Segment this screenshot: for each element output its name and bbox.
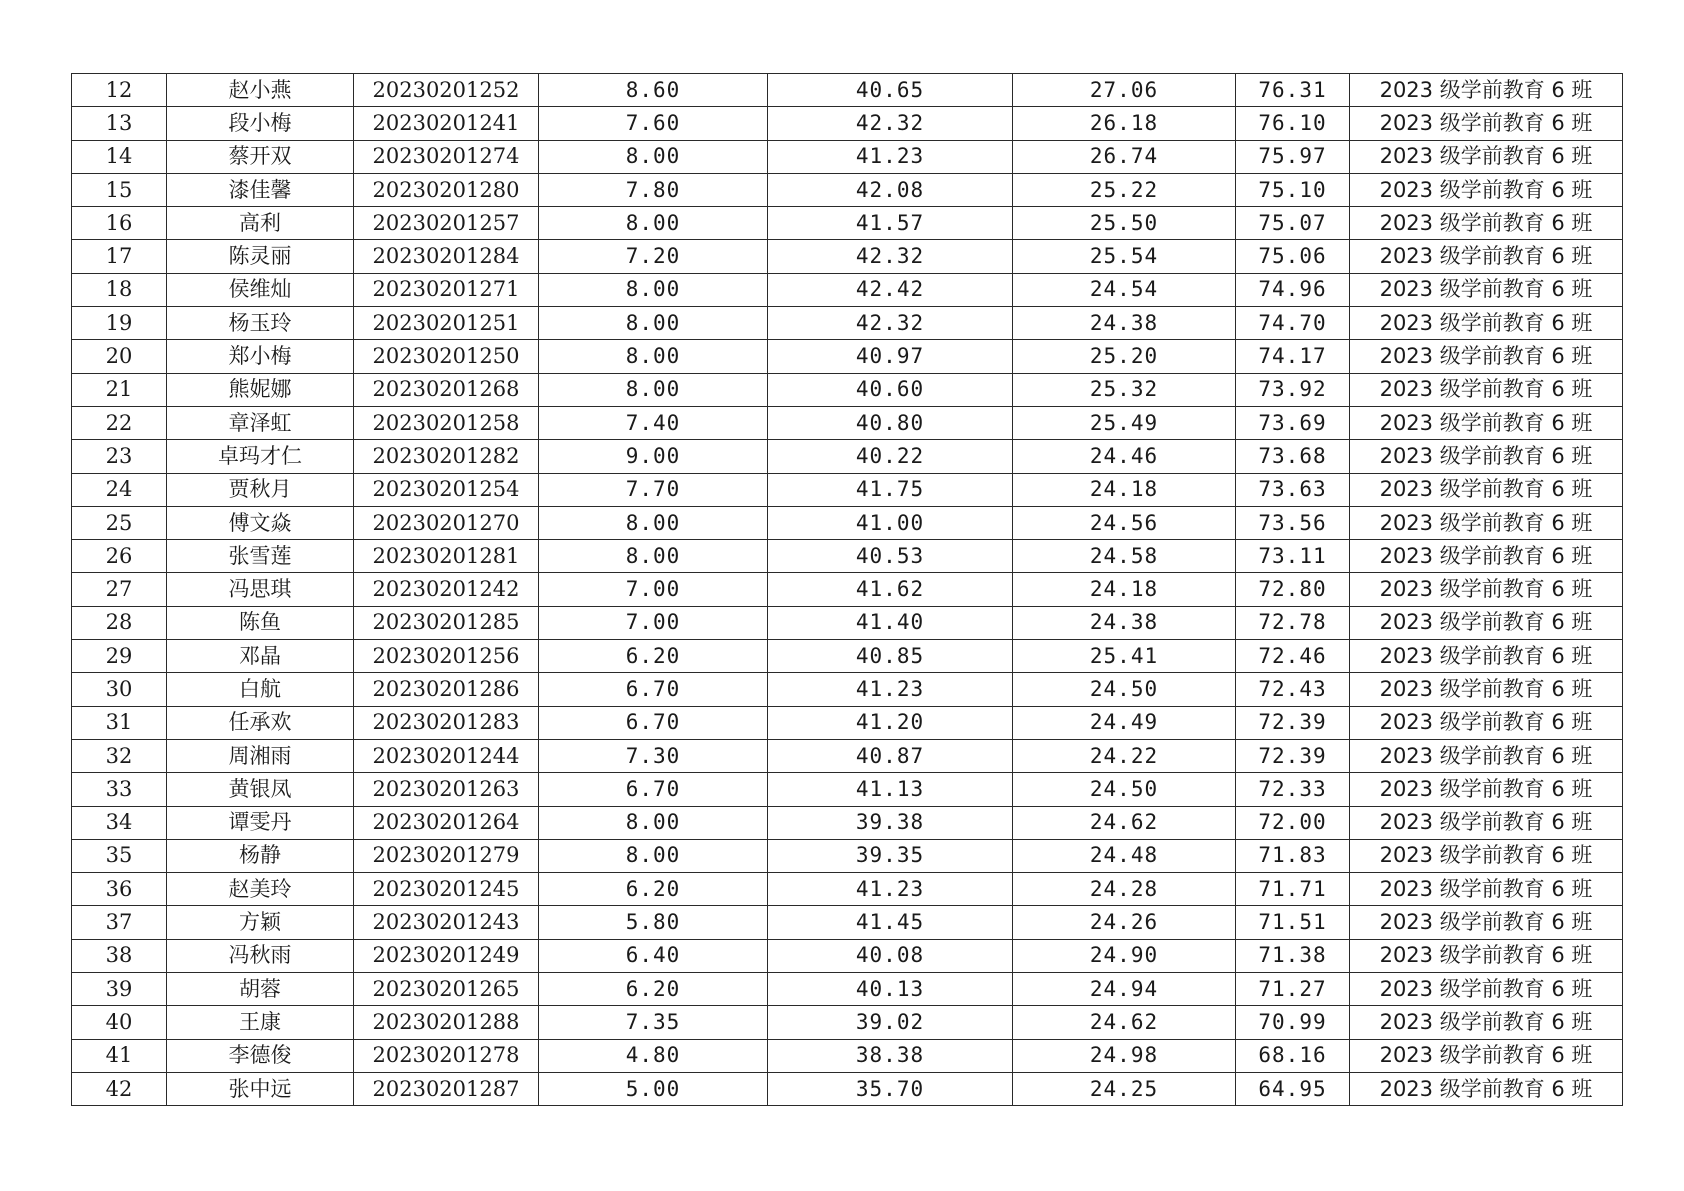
table-row [72, 606, 1623, 639]
table-row [72, 1006, 1623, 1039]
score-1-cell: 7.35 [539, 1006, 768, 1039]
student-id-cell: 20230201250 [354, 340, 539, 373]
score-2-cell: 41.57 [768, 207, 1013, 240]
student-id-cell: 20230201287 [354, 1072, 539, 1105]
total-score-cell: 72.46 [1236, 640, 1350, 673]
score-1-cell: 8.00 [539, 506, 768, 539]
row-number-cell: 27 [72, 573, 167, 606]
score-1-cell: 6.20 [539, 640, 768, 673]
student-name-cell: 陈灵丽 [167, 240, 354, 273]
row-number-cell: 26 [72, 540, 167, 573]
score-3-cell: 24.22 [1013, 739, 1236, 772]
student-name-cell: 赵小燕 [167, 74, 354, 107]
score-1-cell: 6.40 [539, 939, 768, 972]
student-name-cell: 杨静 [167, 839, 354, 872]
score-2-cell: 40.80 [768, 406, 1013, 439]
row-number-cell: 22 [72, 406, 167, 439]
score-3-cell: 24.56 [1013, 506, 1236, 539]
score-3-cell: 24.62 [1013, 1006, 1236, 1039]
score-2-cell: 40.65 [768, 74, 1013, 107]
class-name-cell: 2023 级学前教育 6 班 [1350, 1006, 1623, 1039]
row-number-cell: 21 [72, 373, 167, 406]
score-3-cell: 26.74 [1013, 140, 1236, 173]
row-number-cell: 14 [72, 140, 167, 173]
student-name-cell: 贾秋月 [167, 473, 354, 506]
score-3-cell: 24.50 [1013, 773, 1236, 806]
table-row [72, 307, 1623, 340]
row-number-cell: 37 [72, 906, 167, 939]
score-3-cell: 24.62 [1013, 806, 1236, 839]
row-number-cell: 35 [72, 839, 167, 872]
score-3-cell: 25.32 [1013, 373, 1236, 406]
score-1-cell: 8.00 [539, 273, 768, 306]
class-name-cell: 2023 级学前教育 6 班 [1350, 240, 1623, 273]
student-name-cell: 章泽虹 [167, 406, 354, 439]
score-3-cell: 24.48 [1013, 839, 1236, 872]
score-1-cell: 6.70 [539, 673, 768, 706]
score-2-cell: 42.32 [768, 307, 1013, 340]
table-row [72, 440, 1623, 473]
table-row [72, 939, 1623, 972]
class-name-cell: 2023 级学前教育 6 班 [1350, 207, 1623, 240]
score-3-cell: 24.38 [1013, 606, 1236, 639]
class-name-cell: 2023 级学前教育 6 班 [1350, 173, 1623, 206]
student-name-cell: 蔡开双 [167, 140, 354, 173]
table-row [72, 806, 1623, 839]
score-2-cell: 40.85 [768, 640, 1013, 673]
score-1-cell: 7.80 [539, 173, 768, 206]
table-row [72, 1072, 1623, 1105]
student-name-cell: 郑小梅 [167, 340, 354, 373]
student-id-cell: 20230201257 [354, 207, 539, 240]
student-id-cell: 20230201258 [354, 406, 539, 439]
score-2-cell: 41.20 [768, 706, 1013, 739]
score-2-cell: 39.35 [768, 839, 1013, 872]
student-name-cell: 王康 [167, 1006, 354, 1039]
row-number-cell: 13 [72, 107, 167, 140]
student-name-cell: 杨玉玲 [167, 307, 354, 340]
class-name-cell: 2023 级学前教育 6 班 [1350, 1039, 1623, 1072]
class-name-cell: 2023 级学前教育 6 班 [1350, 506, 1623, 539]
total-score-cell: 68.16 [1236, 1039, 1350, 1072]
row-number-cell: 42 [72, 1072, 167, 1105]
student-name-cell: 谭雯丹 [167, 806, 354, 839]
score-1-cell: 8.60 [539, 74, 768, 107]
score-1-cell: 7.40 [539, 406, 768, 439]
table-row [72, 540, 1623, 573]
score-1-cell: 8.00 [539, 806, 768, 839]
class-name-cell: 2023 级学前教育 6 班 [1350, 739, 1623, 772]
student-name-cell: 黄银凤 [167, 773, 354, 806]
total-score-cell: 76.31 [1236, 74, 1350, 107]
score-3-cell: 25.41 [1013, 640, 1236, 673]
score-1-cell: 6.70 [539, 706, 768, 739]
class-name-cell: 2023 级学前教育 6 班 [1350, 74, 1623, 107]
table-row [72, 173, 1623, 206]
table-row [72, 140, 1623, 173]
score-2-cell: 41.23 [768, 873, 1013, 906]
total-score-cell: 73.11 [1236, 540, 1350, 573]
table-row [72, 1039, 1623, 1072]
class-name-cell: 2023 级学前教育 6 班 [1350, 473, 1623, 506]
student-id-cell: 20230201274 [354, 140, 539, 173]
student-name-cell: 张中远 [167, 1072, 354, 1105]
total-score-cell: 72.39 [1236, 706, 1350, 739]
student-id-cell: 20230201244 [354, 739, 539, 772]
total-score-cell: 74.17 [1236, 340, 1350, 373]
class-name-cell: 2023 级学前教育 6 班 [1350, 140, 1623, 173]
row-number-cell: 34 [72, 806, 167, 839]
student-id-cell: 20230201278 [354, 1039, 539, 1072]
student-name-cell: 冯思琪 [167, 573, 354, 606]
student-name-cell: 胡蓉 [167, 973, 354, 1006]
score-3-cell: 24.49 [1013, 706, 1236, 739]
total-score-cell: 72.43 [1236, 673, 1350, 706]
row-number-cell: 40 [72, 1006, 167, 1039]
class-name-cell: 2023 级学前教育 6 班 [1350, 573, 1623, 606]
score-2-cell: 40.22 [768, 440, 1013, 473]
student-id-cell: 20230201251 [354, 307, 539, 340]
total-score-cell: 70.99 [1236, 1006, 1350, 1039]
score-2-cell: 40.87 [768, 739, 1013, 772]
score-1-cell: 7.30 [539, 739, 768, 772]
score-3-cell: 27.06 [1013, 74, 1236, 107]
score-1-cell: 5.80 [539, 906, 768, 939]
row-number-cell: 18 [72, 273, 167, 306]
student-id-cell: 20230201249 [354, 939, 539, 972]
score-3-cell: 25.20 [1013, 340, 1236, 373]
total-score-cell: 71.51 [1236, 906, 1350, 939]
score-3-cell: 24.58 [1013, 540, 1236, 573]
class-name-cell: 2023 级学前教育 6 班 [1350, 673, 1623, 706]
total-score-cell: 73.56 [1236, 506, 1350, 539]
row-number-cell: 28 [72, 606, 167, 639]
row-number-cell: 31 [72, 706, 167, 739]
total-score-cell: 71.83 [1236, 839, 1350, 872]
score-1-cell: 6.20 [539, 973, 768, 1006]
row-number-cell: 17 [72, 240, 167, 273]
class-name-cell: 2023 级学前教育 6 班 [1350, 606, 1623, 639]
total-score-cell: 73.92 [1236, 373, 1350, 406]
student-name-cell: 赵美玲 [167, 873, 354, 906]
class-name-cell: 2023 级学前教育 6 班 [1350, 939, 1623, 972]
score-2-cell: 39.38 [768, 806, 1013, 839]
score-2-cell: 41.75 [768, 473, 1013, 506]
total-score-cell: 75.10 [1236, 173, 1350, 206]
score-2-cell: 39.02 [768, 1006, 1013, 1039]
score-3-cell: 25.54 [1013, 240, 1236, 273]
score-3-cell: 25.50 [1013, 207, 1236, 240]
student-id-cell: 20230201242 [354, 573, 539, 606]
class-name-cell: 2023 级学前教育 6 班 [1350, 806, 1623, 839]
score-2-cell: 41.45 [768, 906, 1013, 939]
student-id-cell: 20230201281 [354, 540, 539, 573]
score-2-cell: 42.42 [768, 273, 1013, 306]
row-number-cell: 19 [72, 307, 167, 340]
class-name-cell: 2023 级学前教育 6 班 [1350, 373, 1623, 406]
table-row [72, 107, 1623, 140]
row-number-cell: 33 [72, 773, 167, 806]
student-name-cell: 方颖 [167, 906, 354, 939]
total-score-cell: 71.71 [1236, 873, 1350, 906]
student-name-cell: 白航 [167, 673, 354, 706]
student-id-cell: 20230201252 [354, 74, 539, 107]
class-name-cell: 2023 级学前教育 6 班 [1350, 973, 1623, 1006]
total-score-cell: 76.10 [1236, 107, 1350, 140]
student-name-cell: 高利 [167, 207, 354, 240]
student-name-cell: 张雪莲 [167, 540, 354, 573]
score-3-cell: 25.22 [1013, 173, 1236, 206]
student-id-cell: 20230201280 [354, 173, 539, 206]
row-number-cell: 25 [72, 506, 167, 539]
row-number-cell: 20 [72, 340, 167, 373]
row-number-cell: 12 [72, 74, 167, 107]
score-2-cell: 40.60 [768, 373, 1013, 406]
total-score-cell: 75.07 [1236, 207, 1350, 240]
student-name-cell: 周湘雨 [167, 739, 354, 772]
table-row [72, 773, 1623, 806]
class-name-cell: 2023 级学前教育 6 班 [1350, 773, 1623, 806]
score-2-cell: 40.13 [768, 973, 1013, 1006]
class-name-cell: 2023 级学前教育 6 班 [1350, 107, 1623, 140]
score-table [71, 73, 1623, 1106]
table-row [72, 473, 1623, 506]
score-3-cell: 24.28 [1013, 873, 1236, 906]
total-score-cell: 72.00 [1236, 806, 1350, 839]
class-name-cell: 2023 级学前教育 6 班 [1350, 906, 1623, 939]
table-row [72, 873, 1623, 906]
total-score-cell: 72.39 [1236, 739, 1350, 772]
class-name-cell: 2023 级学前教育 6 班 [1350, 340, 1623, 373]
score-2-cell: 41.40 [768, 606, 1013, 639]
class-name-cell: 2023 级学前教育 6 班 [1350, 440, 1623, 473]
score-2-cell: 41.00 [768, 506, 1013, 539]
score-3-cell: 24.50 [1013, 673, 1236, 706]
score-2-cell: 38.38 [768, 1039, 1013, 1072]
score-3-cell: 24.94 [1013, 973, 1236, 1006]
row-number-cell: 39 [72, 973, 167, 1006]
row-number-cell: 41 [72, 1039, 167, 1072]
table-row [72, 839, 1623, 872]
student-name-cell: 侯维灿 [167, 273, 354, 306]
score-1-cell: 8.00 [539, 373, 768, 406]
student-name-cell: 熊妮娜 [167, 373, 354, 406]
table-row [72, 240, 1623, 273]
score-1-cell: 8.00 [539, 540, 768, 573]
score-1-cell: 7.00 [539, 606, 768, 639]
class-name-cell: 2023 级学前教育 6 班 [1350, 1072, 1623, 1105]
student-id-cell: 20230201282 [354, 440, 539, 473]
table-row [72, 74, 1623, 107]
score-2-cell: 40.08 [768, 939, 1013, 972]
table-row [72, 906, 1623, 939]
score-1-cell: 5.00 [539, 1072, 768, 1105]
score-2-cell: 41.13 [768, 773, 1013, 806]
student-name-cell: 漆佳馨 [167, 173, 354, 206]
class-name-cell: 2023 级学前教育 6 班 [1350, 540, 1623, 573]
total-score-cell: 73.63 [1236, 473, 1350, 506]
score-1-cell: 7.00 [539, 573, 768, 606]
score-2-cell: 41.62 [768, 573, 1013, 606]
row-number-cell: 38 [72, 939, 167, 972]
score-3-cell: 24.98 [1013, 1039, 1236, 1072]
student-id-cell: 20230201263 [354, 773, 539, 806]
score-3-cell: 24.90 [1013, 939, 1236, 972]
total-score-cell: 75.97 [1236, 140, 1350, 173]
score-3-cell: 24.46 [1013, 440, 1236, 473]
row-number-cell: 30 [72, 673, 167, 706]
table-row [72, 373, 1623, 406]
student-name-cell: 邓晶 [167, 640, 354, 673]
score-3-cell: 24.54 [1013, 273, 1236, 306]
total-score-cell: 74.70 [1236, 307, 1350, 340]
score-2-cell: 41.23 [768, 140, 1013, 173]
table-row [72, 640, 1623, 673]
score-1-cell: 6.20 [539, 873, 768, 906]
class-name-cell: 2023 级学前教育 6 班 [1350, 640, 1623, 673]
student-name-cell: 傅文焱 [167, 506, 354, 539]
student-name-cell: 陈鱼 [167, 606, 354, 639]
row-number-cell: 36 [72, 873, 167, 906]
table-row [72, 973, 1623, 1006]
table-row [72, 706, 1623, 739]
table-row [72, 673, 1623, 706]
total-score-cell: 72.80 [1236, 573, 1350, 606]
student-name-cell: 段小梅 [167, 107, 354, 140]
score-1-cell: 8.00 [539, 307, 768, 340]
row-number-cell: 32 [72, 739, 167, 772]
class-name-cell: 2023 级学前教育 6 班 [1350, 873, 1623, 906]
score-3-cell: 24.18 [1013, 473, 1236, 506]
student-name-cell: 李德俊 [167, 1039, 354, 1072]
row-number-cell: 23 [72, 440, 167, 473]
total-score-cell: 73.69 [1236, 406, 1350, 439]
student-name-cell: 任承欢 [167, 706, 354, 739]
class-name-cell: 2023 级学前教育 6 班 [1350, 706, 1623, 739]
student-name-cell: 卓玛才仁 [167, 440, 354, 473]
student-id-cell: 20230201264 [354, 806, 539, 839]
table-row [72, 739, 1623, 772]
student-id-cell: 20230201284 [354, 240, 539, 273]
student-id-cell: 20230201286 [354, 673, 539, 706]
student-name-cell: 冯秋雨 [167, 939, 354, 972]
score-3-cell: 24.18 [1013, 573, 1236, 606]
table-row [72, 273, 1623, 306]
total-score-cell: 64.95 [1236, 1072, 1350, 1105]
row-number-cell: 29 [72, 640, 167, 673]
total-score-cell: 72.78 [1236, 606, 1350, 639]
student-id-cell: 20230201279 [354, 839, 539, 872]
score-3-cell: 24.38 [1013, 307, 1236, 340]
score-2-cell: 40.53 [768, 540, 1013, 573]
table-body [72, 74, 1623, 1106]
score-1-cell: 7.20 [539, 240, 768, 273]
table-row [72, 340, 1623, 373]
student-id-cell: 20230201265 [354, 973, 539, 1006]
student-id-cell: 20230201283 [354, 706, 539, 739]
class-name-cell: 2023 级学前教育 6 班 [1350, 273, 1623, 306]
student-id-cell: 20230201288 [354, 1006, 539, 1039]
score-2-cell: 42.32 [768, 240, 1013, 273]
score-3-cell: 26.18 [1013, 107, 1236, 140]
score-2-cell: 42.08 [768, 173, 1013, 206]
class-name-cell: 2023 级学前教育 6 班 [1350, 839, 1623, 872]
total-score-cell: 74.96 [1236, 273, 1350, 306]
student-id-cell: 20230201256 [354, 640, 539, 673]
total-score-cell: 71.27 [1236, 973, 1350, 1006]
score-1-cell: 8.00 [539, 839, 768, 872]
row-number-cell: 15 [72, 173, 167, 206]
student-id-cell: 20230201268 [354, 373, 539, 406]
table-row [72, 207, 1623, 240]
student-id-cell: 20230201254 [354, 473, 539, 506]
score-1-cell: 7.70 [539, 473, 768, 506]
score-1-cell: 6.70 [539, 773, 768, 806]
score-3-cell: 24.25 [1013, 1072, 1236, 1105]
score-1-cell: 8.00 [539, 140, 768, 173]
score-1-cell: 8.00 [539, 340, 768, 373]
table-row [72, 506, 1623, 539]
score-1-cell: 8.00 [539, 207, 768, 240]
total-score-cell: 71.38 [1236, 939, 1350, 972]
student-id-cell: 20230201285 [354, 606, 539, 639]
student-id-cell: 20230201271 [354, 273, 539, 306]
total-score-cell: 72.33 [1236, 773, 1350, 806]
table-row [72, 573, 1623, 606]
row-number-cell: 24 [72, 473, 167, 506]
student-id-cell: 20230201245 [354, 873, 539, 906]
row-number-cell: 16 [72, 207, 167, 240]
score-1-cell: 9.00 [539, 440, 768, 473]
total-score-cell: 75.06 [1236, 240, 1350, 273]
table-row [72, 406, 1623, 439]
score-2-cell: 42.32 [768, 107, 1013, 140]
score-1-cell: 7.60 [539, 107, 768, 140]
score-2-cell: 41.23 [768, 673, 1013, 706]
class-name-cell: 2023 级学前教育 6 班 [1350, 406, 1623, 439]
student-id-cell: 20230201241 [354, 107, 539, 140]
student-id-cell: 20230201243 [354, 906, 539, 939]
score-1-cell: 4.80 [539, 1039, 768, 1072]
total-score-cell: 73.68 [1236, 440, 1350, 473]
score-2-cell: 40.97 [768, 340, 1013, 373]
class-name-cell: 2023 级学前教育 6 班 [1350, 307, 1623, 340]
score-3-cell: 24.26 [1013, 906, 1236, 939]
score-2-cell: 35.70 [768, 1072, 1013, 1105]
student-id-cell: 20230201270 [354, 506, 539, 539]
score-3-cell: 25.49 [1013, 406, 1236, 439]
